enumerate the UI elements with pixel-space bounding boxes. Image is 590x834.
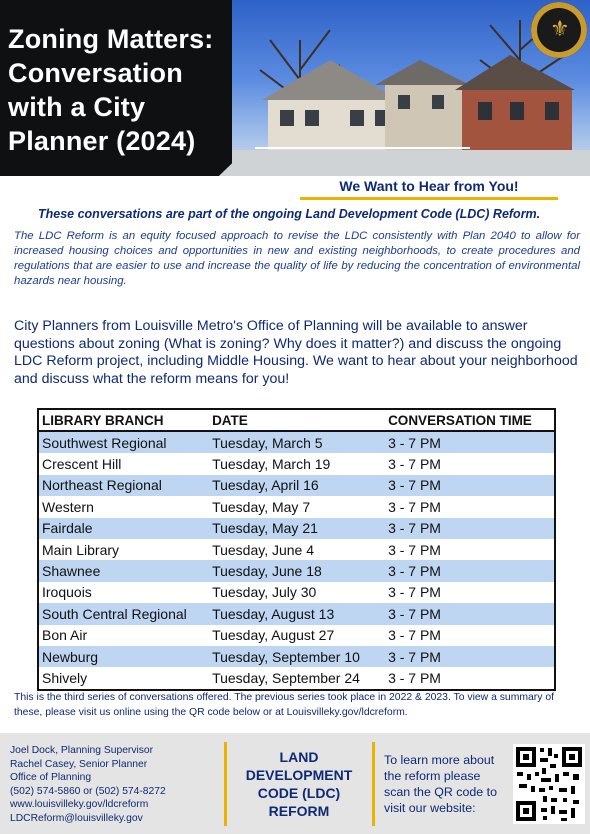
branch-cell: Northeast Regional	[38, 475, 209, 496]
col-header-time: CONVERSATION TIME	[385, 409, 555, 431]
table-row	[38, 539, 555, 560]
branch-cell: Western	[42, 498, 94, 515]
table-row	[38, 496, 555, 517]
branch-cell: Crescent Hill	[42, 456, 122, 473]
branch-cell: South Central Regional	[38, 603, 209, 624]
branch-cell: Shively	[42, 669, 88, 686]
branch-cell: Shawnee	[38, 560, 209, 581]
table-row	[38, 582, 555, 603]
schedule-table	[37, 408, 556, 691]
table-row	[38, 646, 555, 667]
table-header-row	[38, 409, 555, 431]
contact-email-link[interactable]: LDCReform@louisvilleky.gov	[10, 812, 143, 824]
contact-block	[10, 744, 225, 825]
footer-divider	[224, 742, 227, 826]
branch-cell: Fairdale	[38, 518, 209, 539]
contact-line: Rachel Casey, Senior Planner	[10, 758, 148, 770]
branch-cell: Iroquois	[42, 584, 92, 601]
time-cell: 3 - 7 PM	[385, 431, 555, 453]
qr-code-graphic	[513, 744, 585, 824]
contact-phone: (502) 574-5860 or (502) 574-8272	[10, 785, 166, 797]
date-cell: Tuesday, August 27	[212, 627, 335, 644]
time-cell: 3 - 7 PM	[388, 541, 441, 558]
table-row	[38, 453, 555, 474]
hero-image	[0, 0, 590, 176]
time-cell: 3 - 7 PM	[388, 627, 441, 644]
page-title: Zoning Matters: Conversation with a City Planner (2024)	[8, 24, 214, 156]
table-row	[38, 667, 555, 689]
lead-text: These conversations are part of the ongoing Land Development Code (LDC) Reform.	[38, 207, 541, 221]
branch-cell: Bon Air	[42, 627, 88, 644]
table-row	[38, 625, 555, 646]
date-cell: Tuesday, August 13	[209, 603, 385, 624]
table-row	[38, 475, 555, 496]
learn-more-text: To learn more about the reform please scan the QR code to visit our website:	[384, 753, 497, 815]
branch-cell: Main Library	[42, 541, 120, 558]
date-cell: Tuesday, April 16	[209, 475, 385, 496]
time-cell: 3 - 7 PM	[385, 603, 555, 624]
time-cell: 3 - 7 PM	[385, 646, 555, 667]
time-cell: 3 - 7 PM	[388, 456, 441, 473]
table-row	[38, 560, 555, 581]
time-cell: 3 - 7 PM	[385, 475, 555, 496]
date-cell: Tuesday, March 5	[209, 431, 385, 453]
col-header-branch: LIBRARY BRANCH	[38, 409, 209, 431]
time-cell: 3 - 7 PM	[388, 669, 441, 686]
date-cell: Tuesday, September 10	[209, 646, 385, 667]
time-cell: 3 - 7 PM	[385, 518, 555, 539]
invitation-text: City Planners from Louisville Metro's Office of Planning will be available to answer questions about zoning (What is zoning? Why does it matter?) and discuss the ongoing LDC Reform project, including Middle Housing. We want to hear about your neighborhood and discuss what the reform means for you!	[14, 318, 578, 387]
date-cell: Tuesday, June 4	[212, 541, 315, 558]
contact-line: Joel Dock, Planning Supervisor	[10, 745, 154, 756]
time-cell: 3 - 7 PM	[385, 560, 555, 581]
series-note: This is the third series of conversations offered. The previous series took place in 2022 & 2023. To view a summary of these, please visit us online using the QR code below or at Louisvilleky.gov/ldcreform.	[14, 692, 555, 718]
date-cell: Tuesday, September 24	[212, 669, 360, 686]
banner-underline	[300, 197, 558, 200]
branch-cell: Newburg	[38, 646, 209, 667]
time-cell: 3 - 7 PM	[388, 584, 441, 601]
fleur-de-lis-icon: ⚜	[550, 16, 570, 41]
date-cell: Tuesday, May 21	[209, 518, 385, 539]
contact-website-link[interactable]: www.louisvilleky.gov/ldcreform	[10, 799, 149, 810]
banner-heading: We Want to Hear from You!	[339, 178, 519, 194]
date-cell: Tuesday, July 30	[212, 584, 317, 601]
contact-line: Office of Planning	[10, 772, 92, 783]
date-cell: Tuesday, May 7	[212, 498, 311, 515]
branch-cell: Southwest Regional	[38, 431, 209, 453]
table-row	[38, 431, 555, 453]
footer-divider	[372, 742, 375, 826]
table-row	[38, 518, 555, 539]
ldc-description: The LDC Reform is an equity focused approach to revise the LDC consistently with Plan 2040 to allow for increased housing choices and opportunities in new and existing neighborhoods, to create procedures and regulations that are easier to use and increase the quality of life by reducing the concentration of environmental hazards near housing.	[14, 230, 580, 287]
city-seal	[531, 2, 587, 58]
time-cell: 3 - 7 PM	[388, 498, 441, 515]
qr-code-icon[interactable]	[513, 744, 585, 824]
date-cell: Tuesday, March 19	[212, 456, 331, 473]
col-header-date: DATE	[209, 409, 385, 431]
date-cell: Tuesday, June 18	[209, 560, 385, 581]
ldc-reform-title: LAND DEVELOPMENT CODE (LDC) REFORM	[245, 749, 353, 819]
table-row	[38, 603, 555, 624]
